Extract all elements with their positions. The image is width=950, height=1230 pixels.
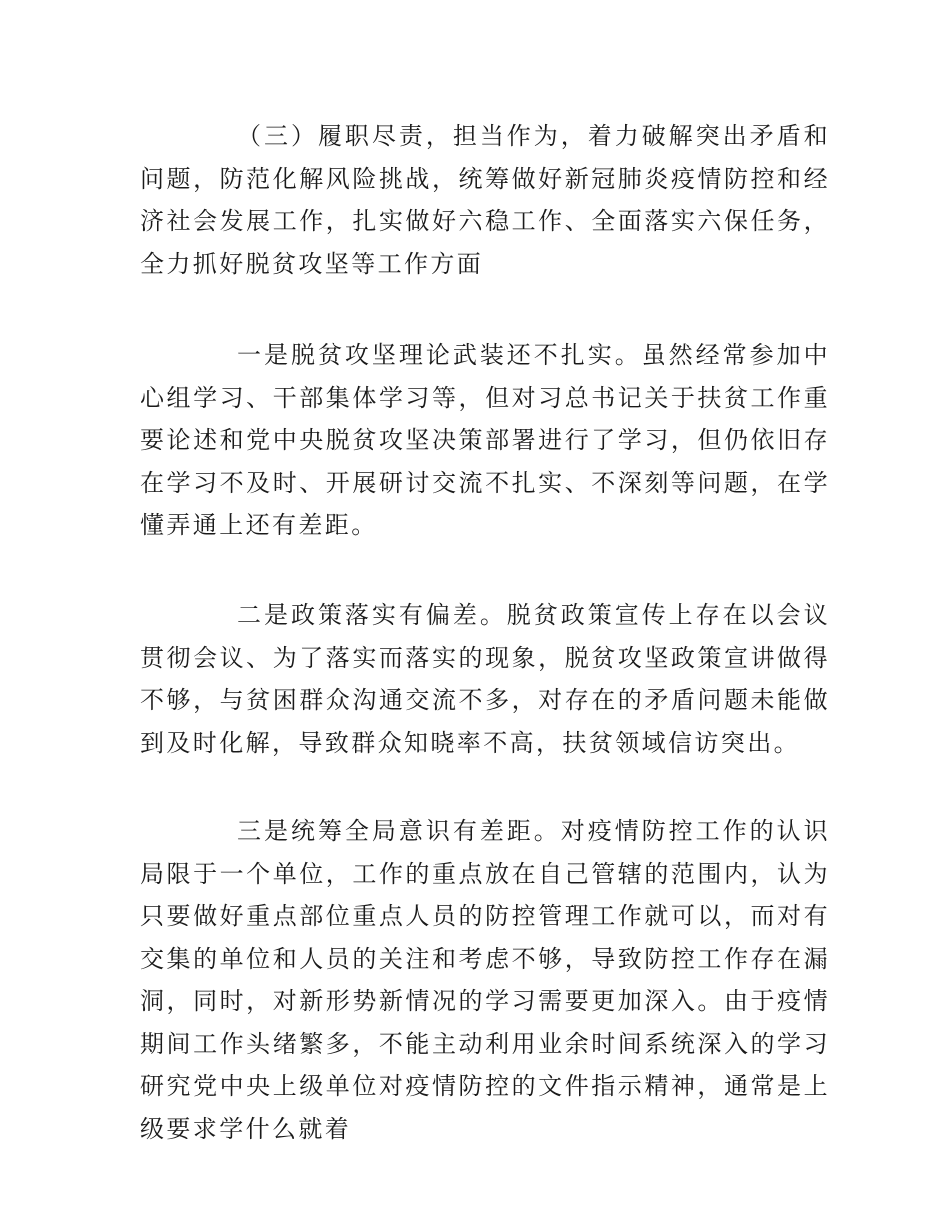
paragraph-theory-study: 一是脱贫攻坚理论武装还不扎实。虽然经常参加中心组学习、干部集体学习等，但对习总书记关于扶贫工作重要论述和党中央脱贫攻坚决策部署进行了学习，但仍依旧存在学习不及时、开展研讨交流不扎实、不深刻等问题，在学懂弄通上还有差距。 bbox=[140, 341, 830, 539]
paragraph-policy-implementation: 二是政策落实有偏差。脱贫政策宣传上存在以会议贯彻会议、为了落实而落实的现象，脱贫攻坚政策宣讲做得不够，与贫困群众沟通交流不多，对存在的矛盾问题未能做到及时化解，导致群众知晓率不高，扶贫领域信访突出。 bbox=[140, 601, 830, 757]
paragraph-overall-awareness: 三是统筹全局意识有差距。对疫情防控工作的认识局限于一个单位，工作的重点放在自己管辖的范围内，认为只要做好重点部位重点人员的防控管理工作就可以，而对有交集的单位和人员的关注和考虑不够，导致防控工作存在漏洞，同时，对新形势新情况的学习需要更加深入。由于疫情期间工作头绪繁多，不能主动利用业余时间系统深入的学习研究党中央上级单位对疫情防控的文件指示精神，通常是上级要求学什么就着 bbox=[140, 817, 830, 1143]
section-heading-paragraph: （三）履职尽责，担当作为，着力破解突出矛盾和问题，防范化解风险挑战，统筹做好新冠肺炎疫情防控和经济社会发展工作，扎实做好六稳工作、全面落实六保任务，全力抓好脱贫攻坚等工作方面 bbox=[140, 122, 830, 278]
